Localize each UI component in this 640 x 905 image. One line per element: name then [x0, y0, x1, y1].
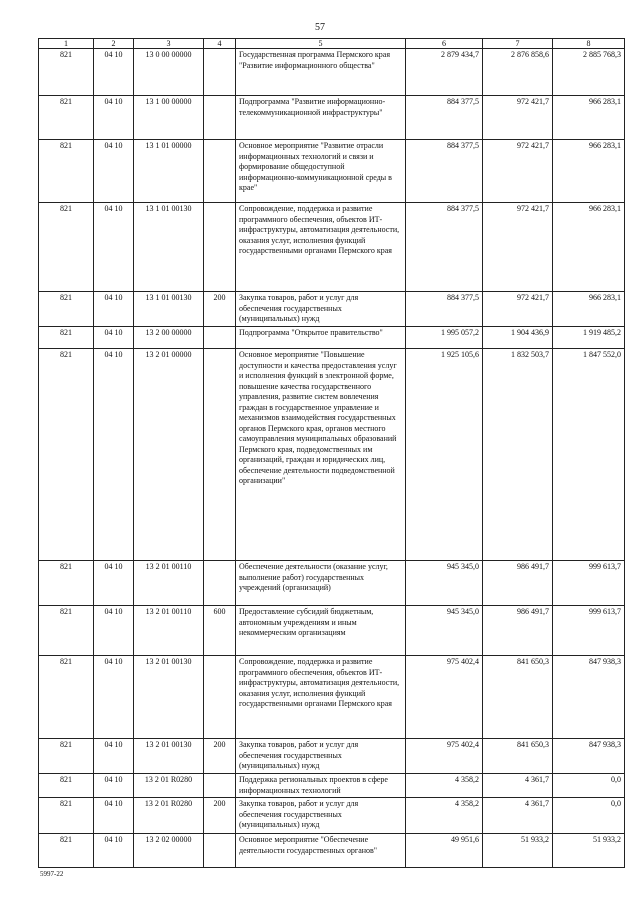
cell-code-ministry: 821 — [39, 140, 94, 203]
cell-code-section: 04 10 — [94, 349, 134, 561]
cell-description: Сопровождение, поддержка и развитие программного обеспечения, объектов ИТ-инфраструктуры, автоматизация деятельности, оказания услуг, исполнения функций государственными органами Пермского края — [236, 203, 406, 292]
cell-value-col6: 1 925 105,6 — [406, 349, 483, 561]
cell-value-col7: 2 876 858,6 — [483, 49, 553, 96]
cell-value-col6: 975 402,4 — [406, 656, 483, 739]
cell-code-ministry: 821 — [39, 292, 94, 327]
cell-code-expense — [204, 49, 236, 96]
cell-value-col6: 4 358,2 — [406, 798, 483, 834]
cell-value-col8: 0,0 — [553, 798, 625, 834]
table-row — [39, 739, 625, 774]
cell-code-section: 04 10 — [94, 834, 134, 868]
cell-code-expense: 200 — [204, 798, 236, 834]
cell-code-ministry: 821 — [39, 656, 94, 739]
cell-value-col6: 884 377,5 — [406, 203, 483, 292]
column-header: 7 — [483, 39, 553, 49]
cell-value-col7: 972 421,7 — [483, 140, 553, 203]
cell-value-col8: 966 283,1 — [553, 203, 625, 292]
cell-value-col8: 2 885 768,3 — [553, 49, 625, 96]
cell-code-target: 13 1 01 00130 — [134, 203, 204, 292]
cell-code-ministry: 821 — [39, 834, 94, 868]
table-row — [39, 203, 625, 292]
table-row — [39, 96, 625, 140]
cell-description: Обеспечение деятельности (оказание услуг, выполнение работ) государственных учреждений (организаций) — [236, 561, 406, 606]
cell-code-target: 13 2 01 00110 — [134, 606, 204, 656]
cell-code-expense: 600 — [204, 606, 236, 656]
column-header: 2 — [94, 39, 134, 49]
table-row — [39, 49, 625, 96]
cell-description: Закупка товаров, работ и услуг для обеспечения государственных (муниципальных) нужд — [236, 739, 406, 774]
budget-table — [38, 38, 625, 868]
cell-code-ministry: 821 — [39, 327, 94, 349]
header-row — [39, 39, 625, 49]
cell-code-target: 13 2 01 R0280 — [134, 798, 204, 834]
cell-value-col7: 986 491,7 — [483, 561, 553, 606]
cell-code-target: 13 1 00 00000 — [134, 96, 204, 140]
cell-value-col7: 4 361,7 — [483, 774, 553, 798]
cell-value-col6: 884 377,5 — [406, 140, 483, 203]
cell-code-target: 13 2 00 00000 — [134, 327, 204, 349]
cell-value-col6: 884 377,5 — [406, 96, 483, 140]
cell-value-col6: 49 951,6 — [406, 834, 483, 868]
cell-description: Основное мероприятие "Обеспечение деятельности государственных органов" — [236, 834, 406, 868]
cell-code-expense — [204, 327, 236, 349]
cell-code-target: 13 2 01 00130 — [134, 656, 204, 739]
cell-code-expense — [204, 656, 236, 739]
cell-code-target: 13 0 00 00000 — [134, 49, 204, 96]
cell-value-col8: 847 938,3 — [553, 656, 625, 739]
cell-value-col7: 4 361,7 — [483, 798, 553, 834]
cell-value-col7: 841 650,3 — [483, 739, 553, 774]
cell-value-col8: 1 847 552,0 — [553, 349, 625, 561]
cell-code-ministry: 821 — [39, 561, 94, 606]
cell-code-expense — [204, 774, 236, 798]
cell-code-target: 13 2 01 00000 — [134, 349, 204, 561]
table-row — [39, 656, 625, 739]
cell-value-col8: 1 919 485,2 — [553, 327, 625, 349]
cell-code-section: 04 10 — [94, 96, 134, 140]
cell-value-col8: 966 283,1 — [553, 140, 625, 203]
table-row — [39, 349, 625, 561]
table-row — [39, 292, 625, 327]
cell-value-col6: 945 345,0 — [406, 561, 483, 606]
table-row — [39, 834, 625, 868]
cell-value-col6: 945 345,0 — [406, 606, 483, 656]
cell-value-col7: 1 904 436,9 — [483, 327, 553, 349]
cell-description: Поддержка региональных проектов в сфере информационных технологий — [236, 774, 406, 798]
cell-code-expense — [204, 834, 236, 868]
cell-code-expense — [204, 561, 236, 606]
cell-code-section: 04 10 — [94, 140, 134, 203]
cell-code-section: 04 10 — [94, 292, 134, 327]
table-row — [39, 327, 625, 349]
cell-code-target: 13 2 01 R0280 — [134, 774, 204, 798]
cell-code-ministry: 821 — [39, 774, 94, 798]
cell-value-col7: 841 650,3 — [483, 656, 553, 739]
cell-code-target: 13 2 02 00000 — [134, 834, 204, 868]
cell-code-expense: 200 — [204, 292, 236, 327]
cell-code-ministry: 821 — [39, 96, 94, 140]
cell-description: Государственная программа Пермского края "Развитие информационного общества" — [236, 49, 406, 96]
cell-code-section: 04 10 — [94, 327, 134, 349]
cell-value-col8: 966 283,1 — [553, 96, 625, 140]
cell-code-ministry: 821 — [39, 739, 94, 774]
cell-code-ministry: 821 — [39, 798, 94, 834]
cell-code-section: 04 10 — [94, 656, 134, 739]
cell-code-ministry: 821 — [39, 606, 94, 656]
column-header: 6 — [406, 39, 483, 49]
cell-description: Сопровождение, поддержка и развитие программного обеспечения, объектов ИТ-инфраструктуры, автоматизация деятельности, оказания услуг, исполнения функций государственными органами Пермского края — [236, 656, 406, 739]
cell-value-col6: 2 879 434,7 — [406, 49, 483, 96]
cell-description: Предоставление субсидий бюджетным, автономным учреждениям и иным некоммерческим организациям — [236, 606, 406, 656]
column-header: 5 — [236, 39, 406, 49]
table-row — [39, 561, 625, 606]
cell-code-section: 04 10 — [94, 774, 134, 798]
cell-code-section: 04 10 — [94, 203, 134, 292]
cell-code-section: 04 10 — [94, 561, 134, 606]
cell-code-target: 13 2 01 00130 — [134, 739, 204, 774]
cell-value-col7: 51 933,2 — [483, 834, 553, 868]
cell-code-expense — [204, 349, 236, 561]
cell-code-expense — [204, 96, 236, 140]
cell-value-col8: 51 933,2 — [553, 834, 625, 868]
table-row — [39, 798, 625, 834]
cell-code-expense: 200 — [204, 739, 236, 774]
cell-value-col6: 1 995 057,2 — [406, 327, 483, 349]
cell-code-section: 04 10 — [94, 798, 134, 834]
cell-value-col7: 972 421,7 — [483, 96, 553, 140]
cell-value-col6: 884 377,5 — [406, 292, 483, 327]
table-row — [39, 774, 625, 798]
column-header: 4 — [204, 39, 236, 49]
column-header: 3 — [134, 39, 204, 49]
cell-value-col8: 999 613,7 — [553, 561, 625, 606]
cell-code-expense — [204, 203, 236, 292]
column-header: 8 — [553, 39, 625, 49]
column-header: 1 — [39, 39, 94, 49]
cell-code-target: 13 1 01 00130 — [134, 292, 204, 327]
cell-code-ministry: 821 — [39, 349, 94, 561]
cell-value-col7: 972 421,7 — [483, 203, 553, 292]
cell-description: Закупка товаров, работ и услуг для обеспечения государственных (муниципальных) нужд — [236, 798, 406, 834]
cell-code-section: 04 10 — [94, 606, 134, 656]
cell-value-col8: 847 938,3 — [553, 739, 625, 774]
table-body — [39, 49, 625, 868]
cell-value-col6: 4 358,2 — [406, 774, 483, 798]
cell-value-col8: 966 283,1 — [553, 292, 625, 327]
document-code: 5997-22 — [40, 870, 64, 878]
cell-code-section: 04 10 — [94, 739, 134, 774]
cell-code-expense — [204, 140, 236, 203]
cell-description: Основное мероприятие "Развитие отрасли информационных технологий и связи и формирование общедоступной информационно-коммуникационной среды в крае" — [236, 140, 406, 203]
cell-value-col7: 972 421,7 — [483, 292, 553, 327]
cell-code-ministry: 821 — [39, 49, 94, 96]
cell-value-col6: 975 402,4 — [406, 739, 483, 774]
cell-description: Основное мероприятие "Повышение доступности и качества предоставления услуг и исполнения функций в электронной форме, повышение качества государственного управления, развитие систем вовлечения граждан в государственное управление и механизмов взаимодействия государственных органов Пермского края, органов местного самоуправления муниципальных образований Пермского края, подведомственных им организаций, граждан и юридических лиц, обеспечение деятельности подведомственной организации" — [236, 349, 406, 561]
cell-code-section: 04 10 — [94, 49, 134, 96]
cell-code-target: 13 2 01 00110 — [134, 561, 204, 606]
table-row — [39, 140, 625, 203]
cell-value-col7: 1 832 503,7 — [483, 349, 553, 561]
page-number: 57 — [315, 22, 325, 33]
cell-description: Подпрограмма "Открытое правительство" — [236, 327, 406, 349]
cell-value-col7: 986 491,7 — [483, 606, 553, 656]
cell-code-target: 13 1 01 00000 — [134, 140, 204, 203]
cell-code-ministry: 821 — [39, 203, 94, 292]
table-row — [39, 606, 625, 656]
cell-description: Подпрограмма "Развитие информационно-телекоммуникационной инфраструктуры" — [236, 96, 406, 140]
cell-description: Закупка товаров, работ и услуг для обеспечения государственных (муниципальных) нужд — [236, 292, 406, 327]
cell-value-col8: 999 613,7 — [553, 606, 625, 656]
cell-value-col8: 0,0 — [553, 774, 625, 798]
